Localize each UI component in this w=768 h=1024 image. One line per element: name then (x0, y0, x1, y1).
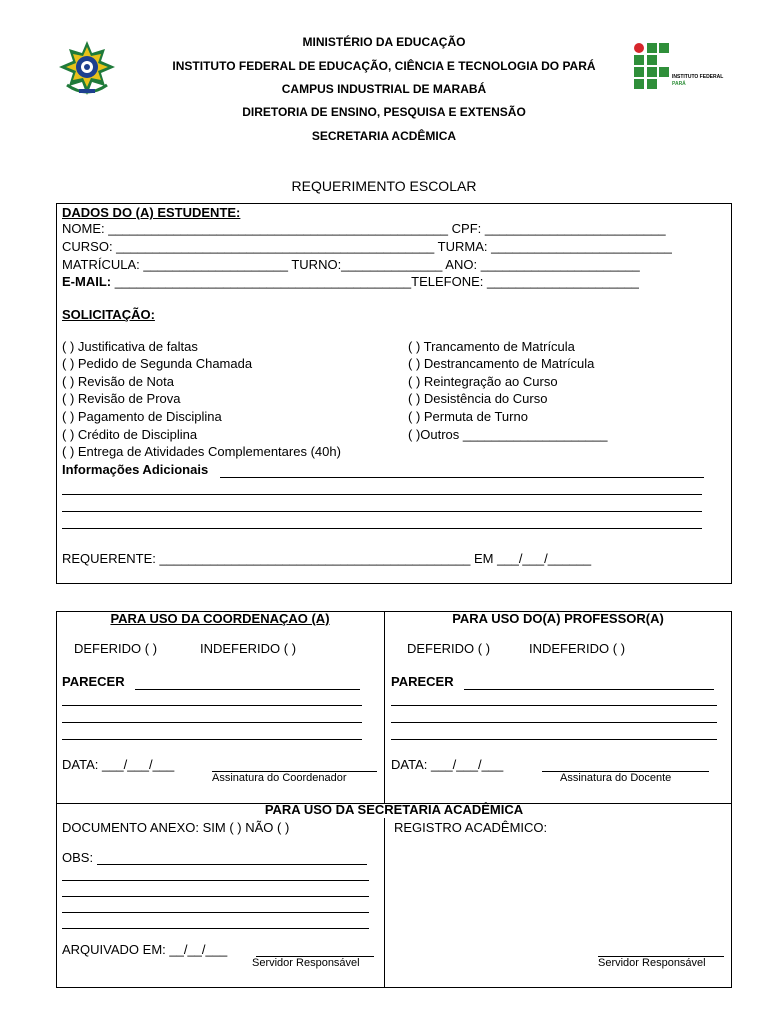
header-campus: CAMPUS INDUSTRIAL DE MARABÁ (281, 82, 487, 96)
professor-parecer-label: PARECER (391, 674, 454, 689)
obs-line-1[interactable] (97, 864, 367, 865)
approval-section-box (56, 611, 732, 988)
header-directorate: DIRETORIA DE ENSINO, PESQUISA E EXTENSÃO (242, 105, 526, 119)
coordination-parecer-line-3[interactable] (62, 722, 362, 723)
professor-date[interactable]: DATA: ___/___/___ (391, 757, 504, 772)
coordination-date[interactable]: DATA: ___/___/___ (62, 757, 175, 772)
option-destrancamento-matricula[interactable]: ( ) Destrancamento de Matrícula (408, 356, 595, 371)
obs-label: OBS: (62, 850, 94, 865)
coordination-signature-label: Assinatura do Coordenador (212, 772, 347, 784)
option-justificativa-faltas[interactable]: ( ) Justificativa de faltas (62, 339, 198, 354)
coordination-deferido[interactable]: DEFERIDO ( ) (74, 641, 158, 656)
ifpa-logo-graphic (632, 40, 702, 95)
professor-parecer-line-2[interactable] (391, 705, 717, 706)
archived-date-field[interactable]: ARQUIVADO EM: __/__/___ (62, 942, 228, 957)
option-credito-disciplina[interactable]: ( ) Crédito de Disciplina (62, 427, 198, 442)
column-divider-top (384, 611, 385, 804)
obs-line-5[interactable] (62, 928, 369, 929)
ifpa-logo-text-1: INSTITUTO FEDERAL (672, 74, 724, 80)
obs-line-2[interactable] (62, 880, 369, 881)
header-secretary: SECRETARIA ACDÊMICA (311, 129, 457, 143)
coordination-parecer-line-2[interactable] (62, 705, 362, 706)
requerente-signature-date[interactable]: REQUERENTE: ___________________________________________ EM ___/___/______ (62, 551, 592, 566)
obs-line-3[interactable] (62, 896, 369, 897)
email-phone-field[interactable] (62, 274, 639, 289)
professor-title: PARA USO DO(A) PROFESSOR(A) (452, 611, 664, 626)
email-phone-blanks: _________________________________________TELEFONE: _____________________ (111, 274, 639, 289)
ifpa-logo (632, 40, 724, 95)
coordination-parecer-line-1[interactable] (135, 689, 360, 690)
option-trancamento-matricula[interactable]: ( ) Trancamento de Matrícula (408, 339, 575, 354)
professor-deferido[interactable]: DEFERIDO ( ) (407, 641, 491, 656)
option-desistencia-curso[interactable]: ( ) Desistência do Curso (408, 391, 548, 406)
additional-info-line-4[interactable] (62, 528, 702, 529)
header-institute: INSTITUTO FEDERAL DE EDUCAÇÃO, CIÊNCIA E TECNOLOGIA DO PARÁ (172, 59, 596, 73)
email-label: E-MAIL: (62, 274, 112, 289)
student-section-title: DADOS DO (A) ESTUDENTE: (62, 205, 241, 220)
additional-info-line-3[interactable] (62, 511, 702, 512)
option-permuta-turno[interactable]: ( ) Permuta de Turno (408, 409, 528, 424)
column-divider-bottom (384, 818, 385, 988)
coordination-parecer-label: PARECER (62, 674, 125, 689)
professor-parecer-line-4[interactable] (391, 739, 717, 740)
secretary-right-signature-label: Servidor Responsável (598, 957, 706, 969)
professor-signature-label: Assinatura do Docente (560, 772, 672, 784)
professor-indeferido[interactable]: INDEFERIDO ( ) (529, 641, 626, 656)
document-title: REQUERIMENTO ESCOLAR (291, 178, 477, 194)
additional-info-label: Informações Adicionais (62, 462, 209, 477)
additional-info-line-1[interactable] (220, 477, 704, 478)
option-revisao-prova[interactable]: ( ) Revisão de Prova (62, 391, 181, 406)
coordination-title: PARA USO DA COORDENAÇAO (A) (110, 611, 330, 626)
obs-line-4[interactable] (62, 912, 369, 913)
option-atividades-complementares[interactable]: ( ) Entrega de Atividades Complementares (40h) (62, 444, 341, 459)
coordination-indeferido[interactable]: INDEFERIDO ( ) (200, 641, 297, 656)
ifpa-logo-text-2: PARÁ (672, 81, 686, 87)
name-cpf-field[interactable]: NOME: _______________________________________________ CPF: _________________________ (62, 221, 666, 236)
option-revisao-nota[interactable]: ( ) Revisão de Nota (62, 374, 174, 389)
secretary-title: PARA USO DA SECRETARIA ACADÊMICA (264, 802, 524, 817)
professor-parecer-line-1[interactable] (464, 689, 714, 690)
attached-document-field[interactable]: DOCUMENTO ANEXO: SIM ( ) NÃO ( ) (62, 820, 290, 835)
request-section-title: SOLICITAÇÃO: (62, 307, 155, 322)
course-class-field[interactable]: CURSO: ____________________________________________ TURMA: _________________________ (62, 239, 672, 254)
secretary-left-signature-label: Servidor Responsável (252, 957, 360, 969)
option-reintegracao-curso[interactable]: ( ) Reintegração ao Curso (408, 374, 558, 389)
header-ministry: MINISTÉRIO DA EDUCAÇÃO (302, 35, 466, 49)
option-outros[interactable]: ( )Outros ____________________ (408, 427, 608, 442)
academic-record-label: REGISTRO ACADÊMICO: (394, 820, 548, 835)
additional-info-line-2[interactable] (62, 494, 702, 495)
coordination-parecer-line-4[interactable] (62, 739, 362, 740)
enrollment-shift-year-field[interactable]: MATRÍCULA: ____________________ TURNO:______________ ANO: ______________________ (62, 257, 640, 272)
option-segunda-chamada[interactable]: ( ) Pedido de Segunda Chamada (62, 356, 253, 371)
option-pagamento-disciplina[interactable]: ( ) Pagamento de Disciplina (62, 409, 222, 424)
professor-parecer-line-3[interactable] (391, 722, 717, 723)
